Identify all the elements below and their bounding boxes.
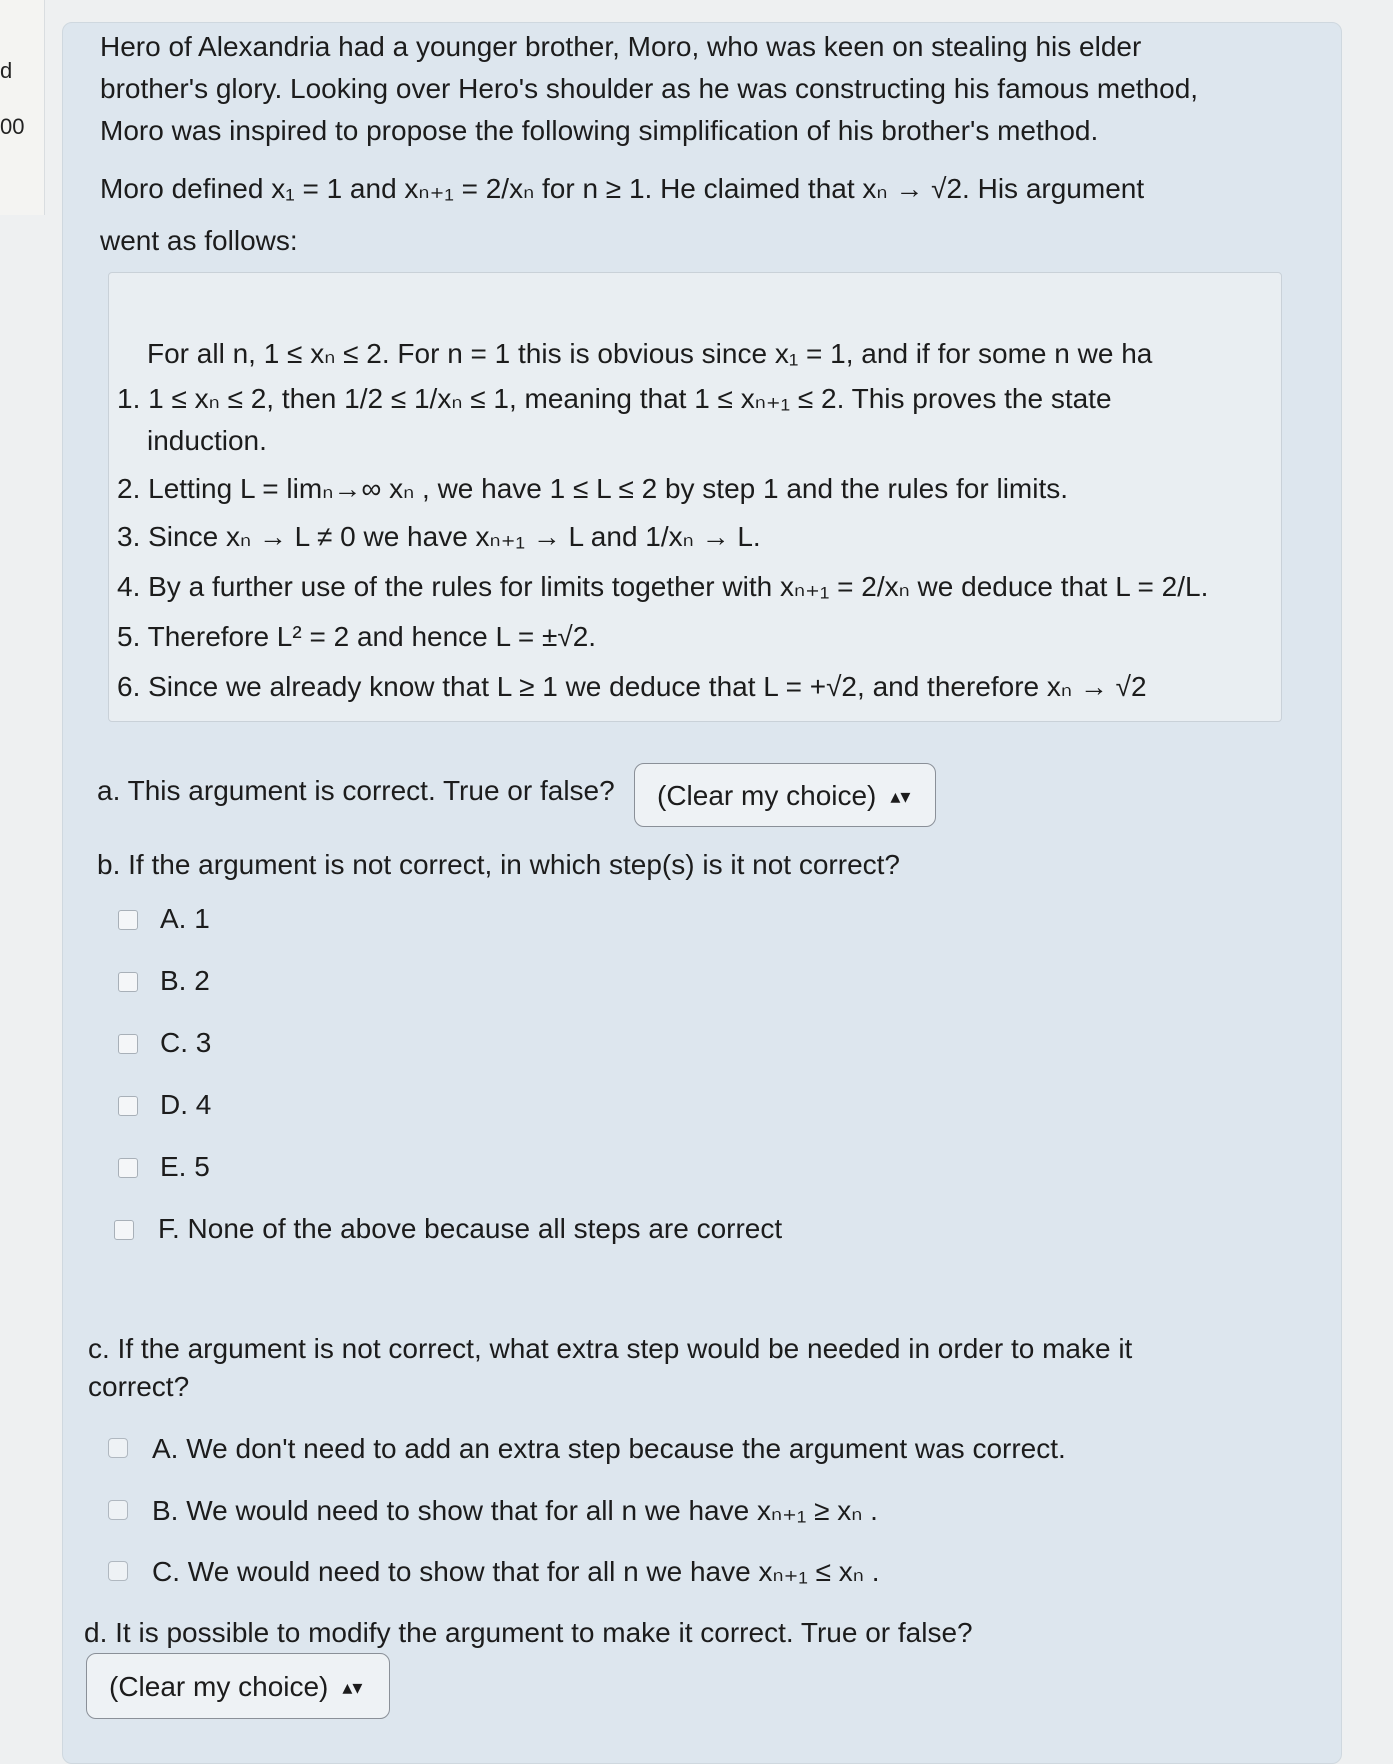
option-b-d-checkbox[interactable] xyxy=(118,1096,138,1116)
option-b-a-checkbox[interactable] xyxy=(118,910,138,930)
step-3: 3. Since xₙ → L ≠ 0 we have xₙ₊₁ → L and 1/xₙ → L. xyxy=(117,521,761,552)
step-2: 2. Letting L = limₙ→∞ xₙ , we have 1 ≤ L ≤ 2 by step 1 and the rules for limits. xyxy=(117,473,1069,504)
intro-line-2: brother's glory. Looking over Hero's shoulder as he was constructing his famous method, xyxy=(100,73,1199,104)
definition-line-2: went as follows: xyxy=(100,225,298,256)
option-b-f-label[interactable]: F. None of the above because all steps are correct xyxy=(158,1213,783,1244)
option-c-b-radio[interactable] xyxy=(108,1500,128,1520)
question-c-text-line-1: c. If the argument is not correct, what extra step would be needed in order to make it xyxy=(88,1333,1133,1364)
gutter-mark-bottom: 00 xyxy=(0,114,25,139)
option-c-a-label[interactable]: A. We don't need to add an extra step because the argument was correct. xyxy=(152,1433,1066,1464)
intro-line-3: Moro was inspired to propose the following simplification of his brother's method. xyxy=(100,115,1099,146)
option-b-a-label[interactable]: A. 1 xyxy=(160,903,210,934)
option-b-c-label[interactable]: C. 3 xyxy=(160,1027,212,1058)
question-c-text-line-2: correct? xyxy=(88,1371,190,1402)
gutter-mark-top: d xyxy=(0,58,13,83)
question-d-select-value: (Clear my choice) xyxy=(109,1671,329,1702)
option-b-b-checkbox[interactable] xyxy=(118,972,138,992)
option-c-a-radio[interactable] xyxy=(108,1438,128,1458)
step-1-line-3: induction. xyxy=(147,425,267,456)
step-1-line-1: For all n, 1 ≤ xₙ ≤ 2. For n = 1 this is obvious since x₁ = 1, and if for some n we ha xyxy=(147,338,1153,369)
option-b-e-checkbox[interactable] xyxy=(118,1158,138,1178)
option-b-c-checkbox[interactable] xyxy=(118,1034,138,1054)
intro-line-1: Hero of Alexandria had a younger brother, Moro, who was keen on stealing his elder xyxy=(100,31,1142,62)
option-b-f-checkbox[interactable] xyxy=(114,1220,134,1240)
step-1-line-2: 1. 1 ≤ xₙ ≤ 2, then 1/2 ≤ 1/xₙ ≤ 1, meaning that 1 ≤ xₙ₊₁ ≤ 2. This proves the state xyxy=(117,383,1112,414)
option-b-b-label[interactable]: B. 2 xyxy=(160,965,210,996)
question-b-text: b. If the argument is not correct, in which step(s) is it not correct? xyxy=(97,849,900,880)
step-5: 5. Therefore L² = 2 and hence L = ±√2. xyxy=(117,621,597,652)
step-4: 4. By a further use of the rules for limits together with xₙ₊₁ = 2/xₙ we deduce that L = 2/L. xyxy=(117,571,1209,602)
option-c-c-label[interactable]: C. We would need to show that for all n we have xₙ₊₁ ≤ xₙ . xyxy=(152,1556,880,1587)
option-b-e-label[interactable]: E. 5 xyxy=(160,1151,210,1182)
option-b-d-label[interactable]: D. 4 xyxy=(160,1089,212,1120)
option-c-b-label[interactable]: B. We would need to show that for all n we have xₙ₊₁ ≥ xₙ . xyxy=(152,1495,878,1526)
step-6: 6. Since we already know that L ≥ 1 we deduce that L = +√2, and therefore xₙ → √2 xyxy=(117,671,1147,702)
updown-arrows-icon: ▴▾ xyxy=(342,1677,363,1699)
question-d-text: d. It is possible to modify the argument to make it correct. True or false? xyxy=(84,1617,973,1648)
question-a-select[interactable] xyxy=(634,763,936,827)
updown-arrows-icon: ▴▾ xyxy=(890,786,911,808)
option-c-c-radio[interactable] xyxy=(108,1561,128,1581)
question-a-text: a. This argument is correct. True or false? xyxy=(97,775,615,806)
question-a-select-value: (Clear my choice) xyxy=(657,780,877,811)
definition-line: Moro defined x₁ = 1 and xₙ₊₁ = 2/xₙ for n ≥ 1. He claimed that xₙ → √2. His argument xyxy=(100,173,1145,204)
question-d-select[interactable] xyxy=(86,1653,390,1719)
left-gutter xyxy=(0,0,45,215)
